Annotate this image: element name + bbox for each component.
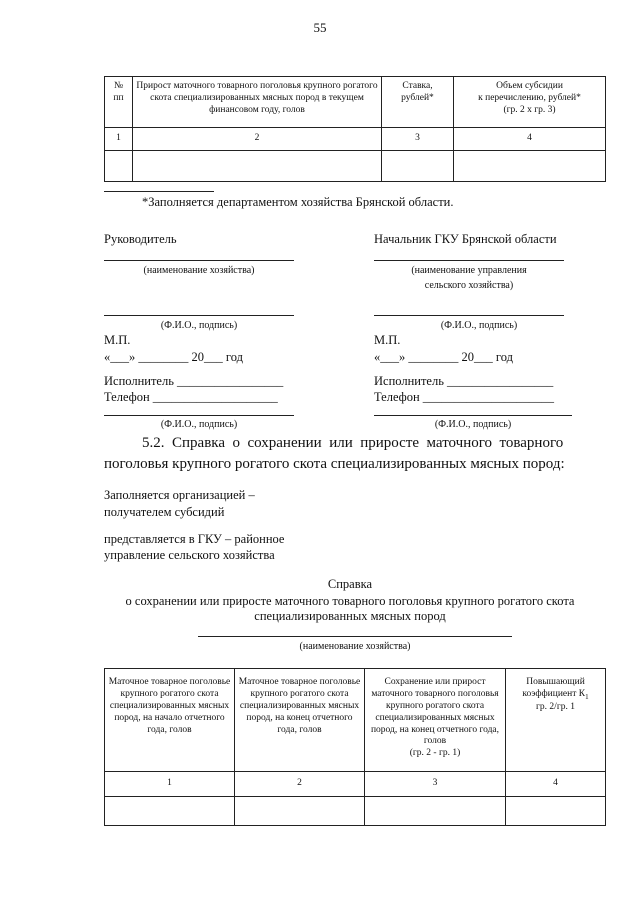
left-name-line[interactable] (104, 260, 294, 261)
empty-cell[interactable] (235, 797, 365, 826)
filled-by-line-2: получателем субсидий (104, 505, 225, 519)
farm-name-caption: (наименование хозяйства) (299, 641, 411, 652)
empty-cell[interactable] (105, 151, 133, 182)
page-number: 55 (313, 20, 327, 35)
left-stamp: М.П. (104, 333, 131, 347)
submitted-to-line-2: управление сельского хозяйства (104, 548, 275, 562)
livestock-table (104, 668, 606, 826)
left-sign-line[interactable] (104, 315, 294, 316)
left-date: «___» ________ 20___ год (104, 350, 243, 364)
left-executor-caption: (Ф.И.О., подпись) (160, 419, 238, 430)
right-sign-caption: (Ф.И.О., подпись) (440, 320, 518, 331)
coefficient-formula: гр. 2/гр. 1 (536, 701, 575, 712)
empty-cell[interactable] (365, 797, 506, 826)
col-number: 4 (506, 772, 606, 797)
header-growth: Прирост маточного товарного поголовья крупного рогатого скота специализированных мясных пород в текущем финансовом году, голов (133, 77, 382, 128)
col-number: 3 (365, 772, 506, 797)
empty-cell[interactable] (506, 797, 606, 826)
right-stamp: М.П. (374, 333, 401, 347)
farm-name-line[interactable] (198, 636, 512, 637)
footnote: *Заполняется департаментом хозяйства Брянской области. (142, 195, 454, 209)
right-executor-caption: (Ф.И.О., подпись) (434, 419, 512, 430)
header-rate: Ставка, рублей* (382, 77, 454, 128)
right-name-line[interactable] (374, 260, 564, 261)
left-executor-line[interactable] (104, 415, 294, 416)
certificate-subtitle-1: о сохранении или приросте маточного товарного поголовья крупного рогатого скота (125, 594, 575, 608)
col-number: 3 (382, 128, 454, 151)
header-number: № пп (105, 77, 133, 128)
empty-cell[interactable] (133, 151, 382, 182)
col-number: 2 (235, 772, 365, 797)
right-title: Начальник ГКУ Брянской области (374, 232, 557, 246)
coefficient-label: Повышающий коэффициент К (522, 677, 586, 699)
right-executor-line[interactable] (374, 415, 572, 416)
empty-cell[interactable] (454, 151, 606, 182)
header-coefficient (506, 669, 606, 772)
col-number: 1 (105, 772, 235, 797)
certificate-subtitle-2: специализированных мясных пород (254, 609, 446, 623)
left-name-caption: (наименование хозяйства) (143, 265, 255, 276)
section-heading: 5.2. Справка о сохранении или приросте маточного товарного (142, 435, 564, 451)
left-title: Руководитель (104, 232, 177, 246)
right-date: «___» ________ 20___ год (374, 350, 513, 364)
header-end-of-year: Маточное товарное поголовье крупного рогатого скота специализированных мясных пород, на конец отчетного года, голов (235, 669, 365, 772)
header-growth: Сохранение или прирост маточного товарного поголовья крупного рогатого скота специализированных мясных пород, на конец отчетного года, голов (гр. 2 - гр. 1) (365, 669, 506, 772)
certificate-title: Справка (327, 577, 373, 591)
left-sign-caption: (Ф.И.О., подпись) (160, 320, 238, 331)
section-heading-cont: поголовья крупного рогатого скота специализированных мясных пород: (104, 456, 565, 472)
left-phone: Телефон ____________________ (104, 390, 278, 404)
right-name-caption-2: сельского хозяйства) (424, 280, 514, 291)
empty-cell[interactable] (382, 151, 454, 182)
col-number: 4 (454, 128, 606, 151)
right-sign-line[interactable] (374, 315, 564, 316)
col-number: 1 (105, 128, 133, 151)
empty-cell[interactable] (105, 797, 235, 826)
footnote-divider (104, 191, 214, 192)
right-name-caption-1: (наименование управления (411, 265, 527, 276)
coefficient-subscript: 1 (585, 692, 589, 701)
right-executor: Исполнитель _________________ (374, 374, 554, 388)
subsidy-table (104, 76, 606, 182)
submitted-to-line-1: представляется в ГКУ – районное (104, 532, 285, 546)
left-executor: Исполнитель _________________ (104, 374, 284, 388)
right-phone: Телефон _____________________ (374, 390, 555, 404)
header-subsidy: Объем субсидии к перечислению, рублей* (гр. 2 х гр. 3) (454, 77, 606, 128)
filled-by-line-1: Заполняется организацией – (104, 488, 255, 502)
header-start-of-year: Маточное товарное поголовье крупного рогатого скота специализированных мясных пород, на начало отчетного года, голов (105, 669, 235, 772)
col-number: 2 (133, 128, 382, 151)
